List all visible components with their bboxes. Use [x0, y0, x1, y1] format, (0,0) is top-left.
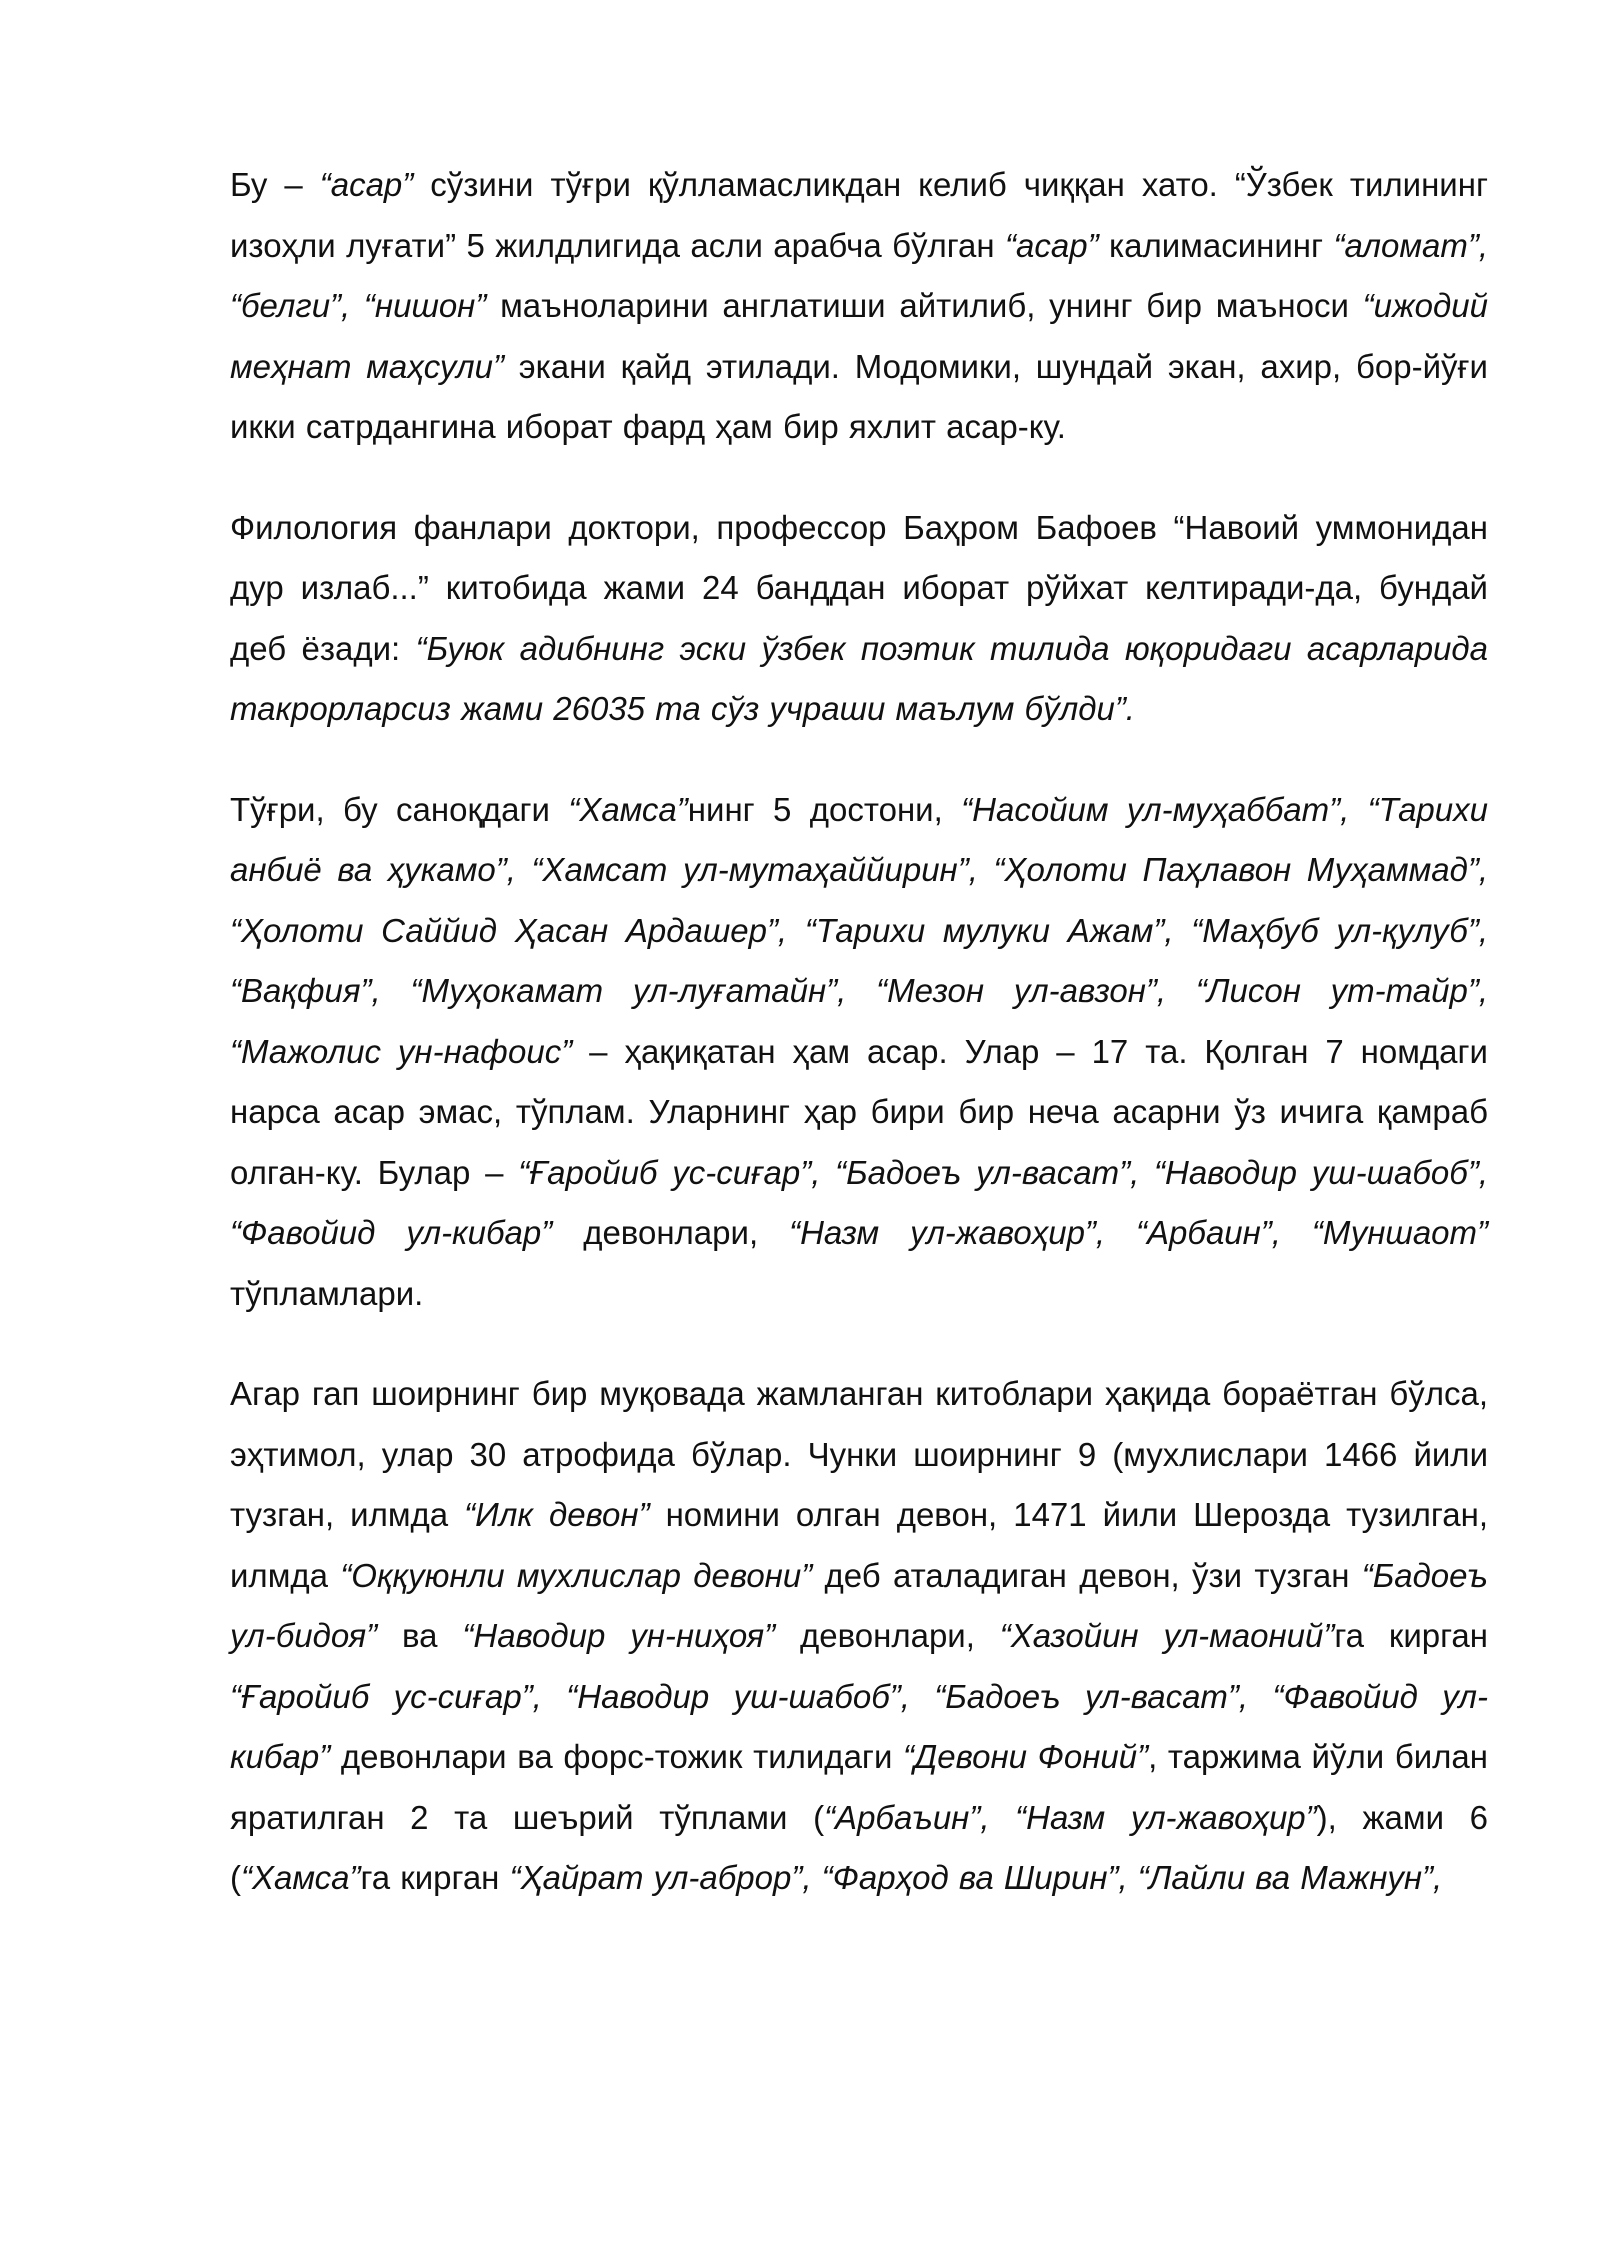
- text-run: тўпламлари.: [230, 1274, 424, 1312]
- italic-text-run: “ижодий меҳнат маҳсули”: [230, 287, 1488, 385]
- text-run: , таржима йўли билан яратилган 2 та шеърий тўплами (: [230, 1738, 1488, 1836]
- italic-text-run: “Оққуюнли мухлислар девони”: [340, 1556, 813, 1594]
- paragraph-4: [230, 1364, 1488, 1909]
- text-run: Тўғри, бу саноқдаги: [230, 790, 569, 828]
- italic-text-run: “Хамса”: [241, 1859, 361, 1896]
- italic-text-run: “Назм ул-жавоҳир”, “Арбаин”, “Муншаот”: [789, 1214, 1489, 1251]
- paragraph-3: [230, 780, 1488, 1325]
- text-run: га кирган: [360, 1859, 510, 1896]
- text-run: – ҳақиқатан ҳам асар. Улар – 17 та. Қолган 7 номдаги нарса асар эмас, тўплам. Уларнинг ҳар бири бир неча асарни ўз ичига қамраб олган-ку. Булар –: [230, 1032, 1488, 1191]
- text-run: Агар гап шоирнинг бир муқовада жамланган китоблари ҳақида бораётган бўлса, эҳтимол, улар 30 атрофида бўлар. Чунки шоирнинг 9 (мухлислари 1466 йили тузган, илмда: [230, 1375, 1488, 1533]
- italic-text-run: “Хазойин ул-маоний”: [999, 1617, 1335, 1654]
- text-run: нинг 5 достони,: [687, 790, 962, 828]
- text-run: ), жами 6 (: [230, 1798, 1488, 1896]
- text-run: девонлари ва форс-тожик тилидаги: [330, 1738, 904, 1775]
- italic-text-run: “Илк девон”: [464, 1496, 650, 1533]
- paragraph-1: [230, 155, 1488, 458]
- italic-text-run: “асар”: [319, 166, 414, 203]
- text-run: ва: [377, 1617, 463, 1654]
- italic-text-run: “Девони Фоний”: [903, 1738, 1149, 1775]
- text-run: девонлари,: [775, 1617, 1000, 1654]
- text-run: Бу –: [230, 166, 320, 203]
- text-run: деб аталадиган девон, ўзи тузган: [812, 1556, 1362, 1594]
- italic-text-run: “Буюк адибнинг эски ўзбек поэтик тилида юқоридаги асарларида такрорларсиз жами 26035 та сўз учраши маълум бўлди”.: [230, 629, 1488, 727]
- italic-text-run: “Насойим ул-муҳаббат”, “Тарихи анбиё ва ҳукамо”, “Хамсат ул-мутаҳаййирин”, “Ҳолоти Паҳлавон Муҳаммад”, “Ҳолоти Саййид Ҳасан Ардашер”, “Тарихи мулуки Ажам”, “Маҳбуб ул-қулуб”, “Вақфия”, “Муҳокамат ул-луғатайн”, “Мезон ул-авзон”, “Лисон ут-тайр”, “Мажолис ун-нафоис”: [230, 790, 1488, 1070]
- italic-text-run: “Ғаройиб ус-сиғар”, “Бадоеъ ул-васат”, “Наводир уш-шабоб”, “Фавойид ул-кибар”: [230, 1153, 1488, 1251]
- text-run: экани қайд этилади. Модомики, шундай экан, ахир, бор-йўғи икки сатрдангина иборат фард ҳам бир яхлит асар-ку.: [230, 347, 1488, 445]
- italic-text-run: “Ғаройиб ус-сиғар”, “Наводир уш-шабоб”, “Бадоеъ ул-васат”, “Фавойид ул-кибар”: [230, 1677, 1488, 1775]
- text-run: номини олган девон, 1471 йили Шерозда тузилган, илмда: [230, 1496, 1488, 1594]
- italic-text-run: “аломат”, “белги”, “нишон”: [230, 226, 1489, 324]
- italic-text-run: “Арбаъин”, “Назм ул-жавоҳир”: [824, 1798, 1317, 1836]
- text-run: сўзини тўғри қўлламасликдан келиб чиққан хато. “Ўзбек тилининг изоҳли луғати” 5 жилдлигида асли арабча бўлган: [230, 166, 1488, 264]
- italic-text-run: “асар”: [1005, 226, 1099, 264]
- paragraph-2: [230, 498, 1488, 740]
- italic-text-run: “Бадоеъ ул-бидоя”: [230, 1556, 1489, 1654]
- text-run: Филология фанлари доктори, профессор Баҳром Бафоев “Навоий уммонидан дур излаб...” китобида жами 24 банддан иборат рўйхат келтиради-да, бундай деб ёзади:: [230, 508, 1488, 667]
- text-run: маъноларини англатиши айтилиб, унинг бир маъноси: [486, 287, 1363, 324]
- italic-text-run: “Наводир ун-ниҳоя”: [462, 1617, 776, 1654]
- text-run: девонлари,: [552, 1214, 790, 1251]
- document-page: [230, 155, 1488, 1949]
- text-run: га кирган: [1334, 1617, 1488, 1654]
- text-run: калимасининг: [1098, 226, 1334, 264]
- italic-text-run: “Хамса”: [568, 790, 688, 828]
- italic-text-run: “Ҳайрат ул-аброр”, “Фарҳод ва Ширин”, “Лайли ва Мажнун”,: [509, 1859, 1443, 1896]
